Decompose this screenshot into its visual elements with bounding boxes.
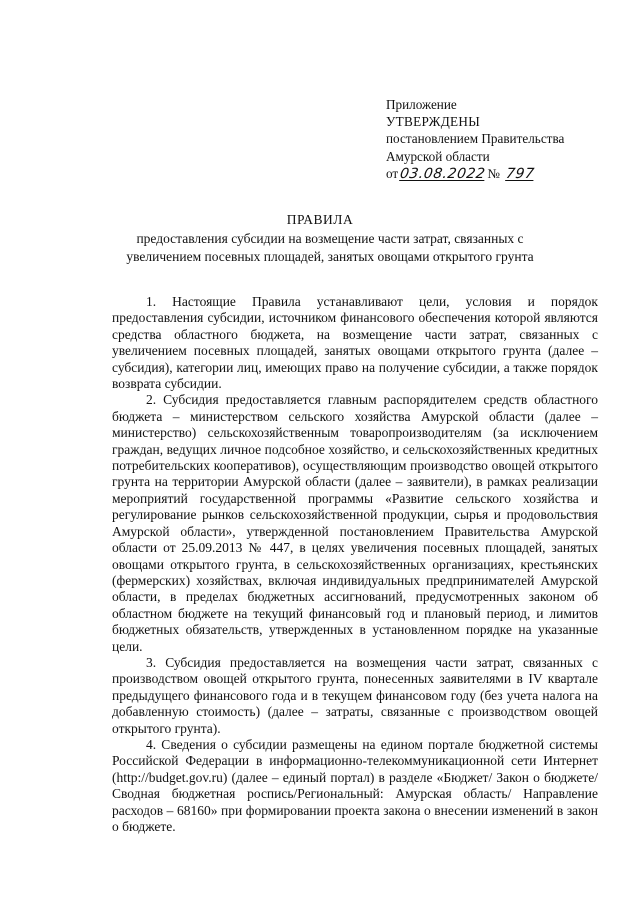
document-subtitle: предоставления субсидии на возмещение части затрат, связанных с увеличением посевных площадей, занятых овощами открытого грунта [126, 231, 534, 264]
document-body [112, 294, 598, 835]
resolution-label: постановлением Правительства [386, 131, 565, 147]
from-label: от [386, 165, 399, 181]
approved-label: УТВЕРЖДЕНЫ [386, 114, 481, 130]
handwritten-date: 03.08.2022 [399, 165, 487, 182]
document-title: ПРАВИЛА [286, 212, 354, 227]
paragraph-3: 3. Субсидия предоставляется на возмещения части затрат, связанных с производством овощей открытого грунта, понесенных заявителями в IV квартале предыдущего финансового года и в текущем финансовом году (без учета налога на добавленную стоимость) (далее – затраты, связанные с производством овощей открытого грунта). [112, 654, 598, 736]
paragraph-1: 1. Настоящие Правила устанавливают цели, условия и порядок предоставления субсидии, источником финансового обеспечения которой являются средства областного бюджета, на возмещение части затрат, связанных с увеличением посевных площадей, занятых овощами открытого грунта (далее – субсидия), категории лиц, имеющих право на получение субсидии, а также порядок возврата субсидии. [112, 294, 598, 392]
paragraph-4: 4. Сведения о субсидии размещены на едином портале бюджетной системы Российской Федерации в информационно-телекоммуникационной сети Интернет (http://budget.gov.ru) (далее – единый портал) в разделе «Бюджет/ Закон о бюджете/Сводная бюджетная роспись/Региональный: Амурская область/ Направление расходов – 68160» при формировании проекта закона о внесении изменений в закон о бюджете. [112, 736, 598, 834]
region-label: Амурской области [386, 148, 490, 164]
appendix-label: Приложение [386, 97, 457, 112]
handwritten-number: 797 [504, 165, 536, 182]
approval-block [386, 96, 616, 183]
date-number-line [386, 165, 616, 183]
paragraph-2: 2. Субсидия предоставляется главным распорядителем средств областного бюджета – министерством сельского хозяйства Амурской области (далее – министерство) сельскохозяйственным товаропроизводителям (за исключением граждан, ведущих личное подсобное хозяйство, и сельскохозяйственных кредитных потребительских кооперативов), осуществляющим производство овощей открытого грунта на территории Амурской области (далее – заявители), в рамках реализации мероприятий государственной программы «Развитие сельского хозяйства и регулирование рынков сельскохозяйственной продукции, сырья и продовольствия Амурской области», утвержденной постановлением Правительства Амурской области от 25.09.2013 № 447, в целях увеличения посевных площадей, занятых овощами открытого грунта, в сельскохозяйственных организациях, крестьянских (фермерских) хозяйствах, включая индивидуальных предпринимателей Амурской области, в пределах бюджетных ассигнований, предусмотренных законом об областном бюджете на текущий финансовый год и плановый период, и лимитов бюджетных обязательств, утвержденных в установленном порядке на указанные цели. [112, 392, 598, 654]
number-label: № [487, 165, 500, 181]
